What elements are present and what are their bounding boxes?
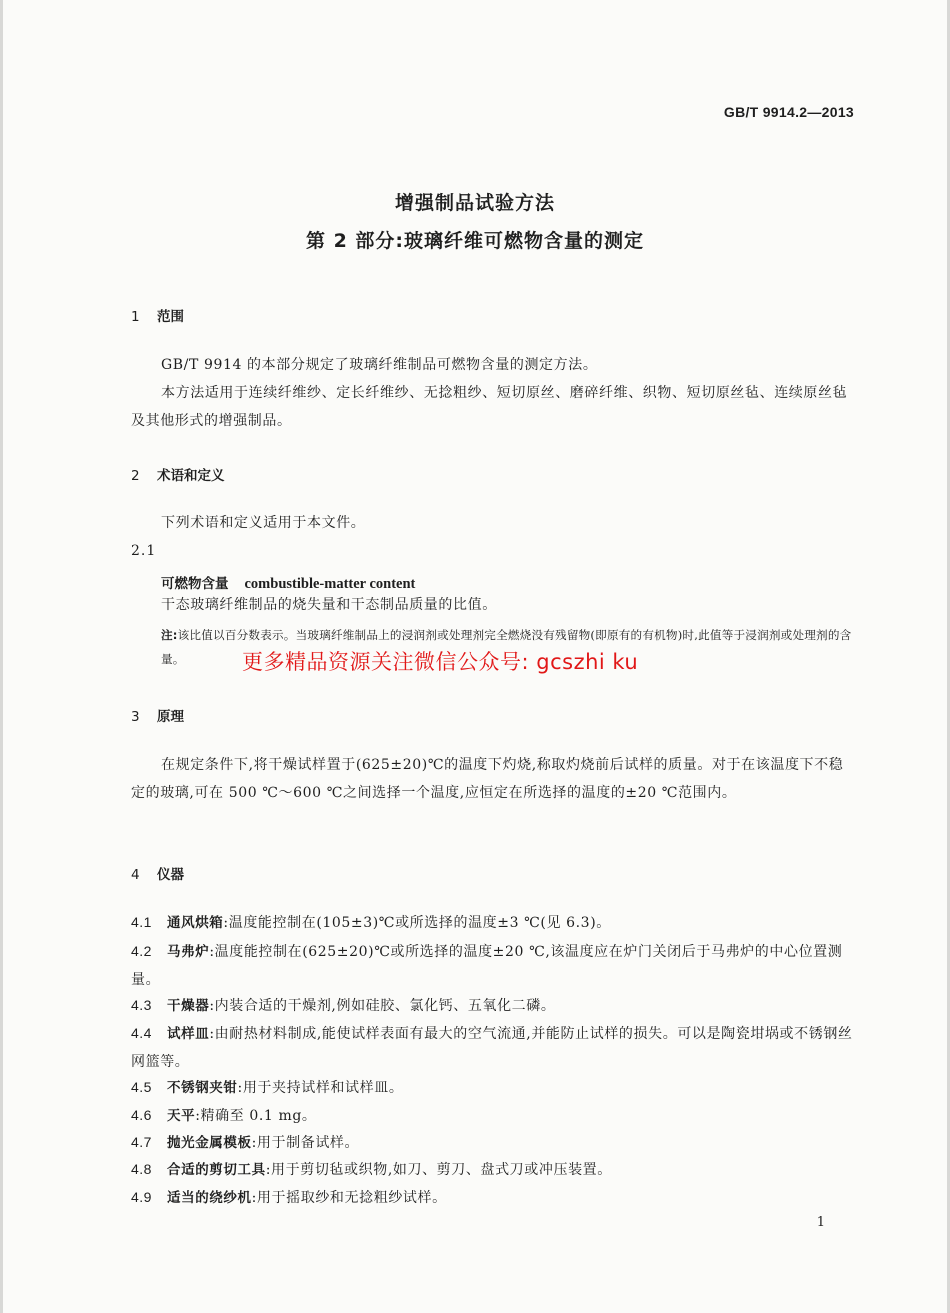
section-4-heading <box>131 863 184 883</box>
item-text: :用于夹持试样和试样皿。 <box>237 1080 404 1096</box>
item-number: 4.8 <box>131 1161 152 1177</box>
section-number: 1 <box>131 309 140 325</box>
page-number: 1 <box>816 1215 825 1230</box>
apparatus-item <box>131 1101 853 1130</box>
section-title: 范围 <box>157 309 184 325</box>
apparatus-item <box>131 1128 853 1157</box>
item-name: 通风烘箱 <box>167 915 224 931</box>
item-number: 4.2 <box>131 943 152 959</box>
term-definition: 干态玻璃纤维制品的烧失量和干态制品质量的比值。 <box>161 597 497 613</box>
item-number: 4.6 <box>131 1107 152 1123</box>
section-number: 4 <box>131 867 140 883</box>
section-3-heading <box>131 705 184 725</box>
apparatus-item <box>131 1019 853 1076</box>
item-name: 试样皿 <box>167 1026 210 1042</box>
watermark-text: 更多精品资源关注微信公众号: gcszhi ku <box>242 650 639 674</box>
term-number: 2.1 <box>131 543 157 559</box>
standard-number: GB/T 9914.2—2013 <box>723 104 854 120</box>
item-text: :温度能控制在(625±20)℃或所选择的温度±20 ℃,该温度应在炉门关闭后于马弗炉的中心位置测量。 <box>131 944 843 988</box>
item-text: :温度能控制在(105±3)℃或所选择的温度±3 ℃(见 6.3)。 <box>223 915 611 931</box>
apparatus-item <box>131 1183 853 1212</box>
item-number: 4.4 <box>131 1025 152 1041</box>
item-text: :用于摇取纱和无捻粗纱试样。 <box>251 1190 447 1206</box>
item-number: 4.9 <box>131 1189 152 1205</box>
term-entry <box>161 572 415 593</box>
item-name: 干燥器 <box>167 998 210 1014</box>
paragraph: 下列术语和定义适用于本文件。 <box>161 515 366 531</box>
item-name: 适当的绕纱机 <box>167 1190 252 1206</box>
apparatus-item <box>131 1155 853 1184</box>
section-title: 术语和定义 <box>157 468 225 484</box>
item-name: 不锈钢夹钳 <box>167 1080 238 1096</box>
item-name: 天平 <box>167 1108 196 1124</box>
apparatus-item <box>131 1073 853 1102</box>
apparatus-item <box>131 991 853 1020</box>
item-text: :精确至 0.1 mg。 <box>195 1108 317 1124</box>
term-chinese: 可燃物含量 <box>161 576 229 592</box>
apparatus-item <box>131 937 853 994</box>
section-number: 3 <box>131 709 140 725</box>
section-number: 2 <box>131 468 140 484</box>
section-2-heading <box>131 464 225 484</box>
note-label: 注: <box>161 628 178 642</box>
item-text: :内装合适的干燥剂,例如硅胶、氯化钙、五氧化二磷。 <box>209 998 556 1014</box>
section-1-heading <box>131 305 184 325</box>
item-number: 4.5 <box>131 1079 152 1095</box>
apparatus-item <box>131 908 853 937</box>
item-text: :用于剪切毡或织物,如刀、剪刀、盘式刀或冲压装置。 <box>265 1162 612 1178</box>
paragraph: GB/T 9914 的本部分规定了玻璃纤维制品可燃物含量的测定方法。 <box>161 357 598 373</box>
item-text: :由耐热材料制成,能使试样表面有最大的空气流通,并能防止试样的损失。可以是陶瓷坩埚或不锈钢丝网篮等。 <box>131 1026 853 1070</box>
item-name: 合适的剪切工具 <box>167 1162 266 1178</box>
section-title: 仪器 <box>157 867 184 883</box>
note-text: 该比值以百分数表示。当玻璃纤维制品上的浸润剂或处理剂完全燃烧没有残留物(即原有的有机物)时,此值等于浸润剂或处理剂的含量。 <box>161 628 852 666</box>
title-line-1: 增强制品试验方法 <box>394 192 555 214</box>
item-number: 4.3 <box>131 997 152 1013</box>
paragraph: 在规定条件下,将干燥试样置于(625±20)℃的温度下灼烧,称取灼烧前后试样的质量。对于在该温度下不稳定的玻璃,可在 500 ℃～600 ℃之间选择一个温度,应恒定在所选择的温度的±20 ℃范围内。 <box>131 757 844 801</box>
section-title: 原理 <box>157 709 184 725</box>
item-name: 抛光金属模板 <box>167 1135 252 1151</box>
item-name: 马弗炉 <box>167 944 210 960</box>
term-english: combustible-matter content <box>244 576 416 592</box>
paragraph: 本方法适用于连续纤维纱、定长纤维纱、无捻粗纱、短切原丝、磨碎纤维、织物、短切原丝毡、连续原丝毡及其他形式的增强制品。 <box>131 385 848 429</box>
item-number: 4.7 <box>131 1134 152 1150</box>
item-number: 4.1 <box>131 914 152 930</box>
title-line-2: 第 2 部分:玻璃纤维可燃物含量的测定 <box>305 230 645 252</box>
item-text: :用于制备试样。 <box>251 1135 360 1151</box>
